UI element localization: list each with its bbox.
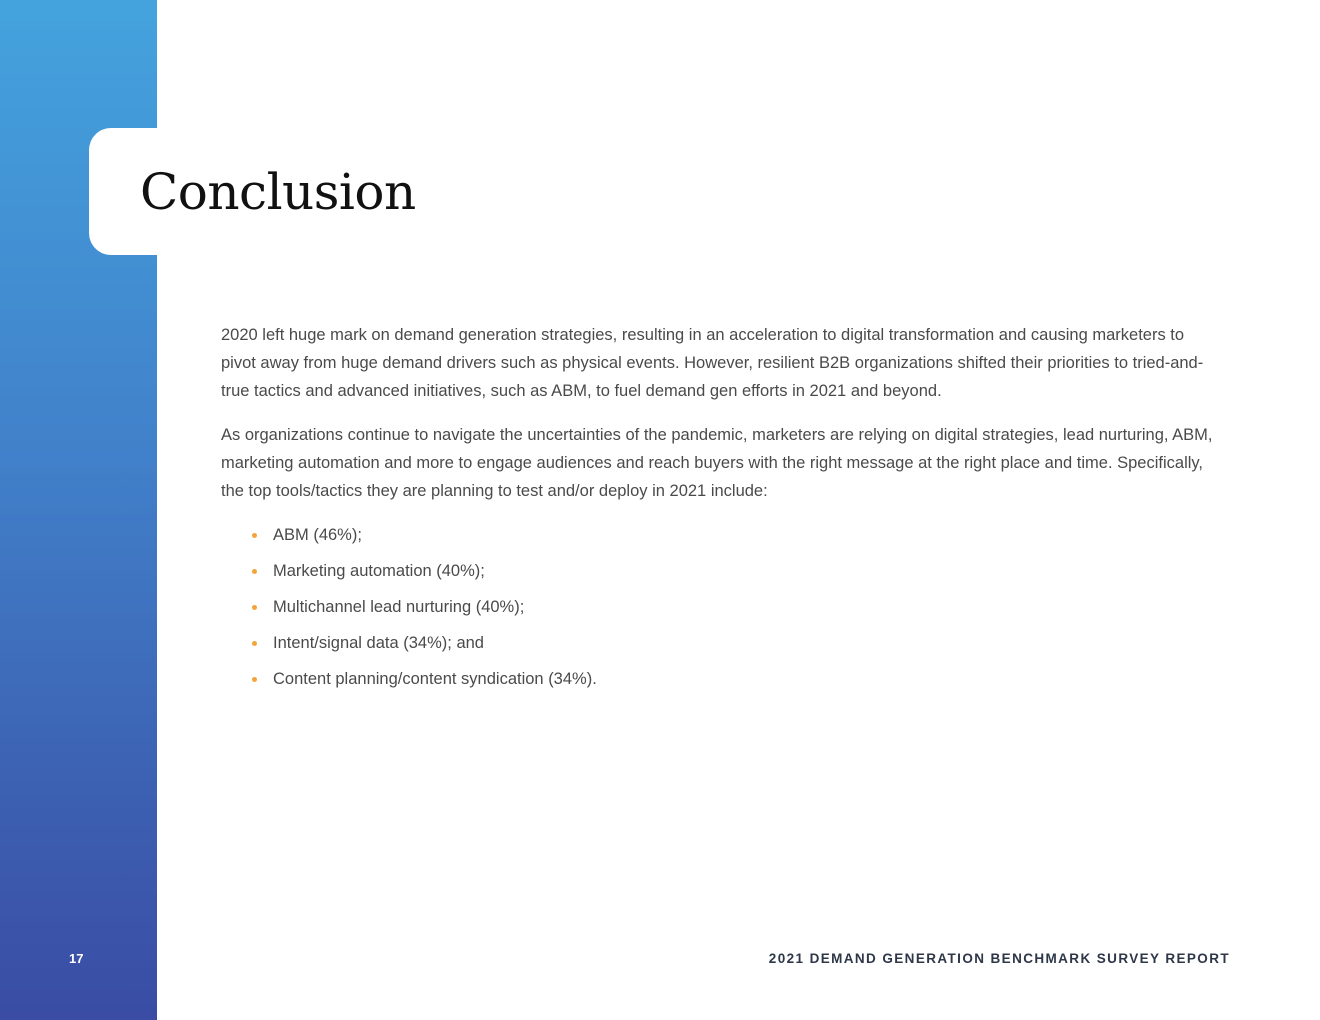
- page-title: Conclusion: [140, 163, 416, 221]
- list-item-text: Intent/signal data (34%); and: [273, 634, 484, 652]
- list-item: [221, 665, 1221, 701]
- list-item: [221, 521, 1221, 557]
- paragraph-intro: 2020 left huge mark on demand generation strategies, resulting in an acceleration to digital transformation and causing marketers to pivot away from huge demand drivers such as physical events. However, resilient B2B organizations shifted their priorities to tried-and-true tactics and advanced initiatives, such as ABM, to fuel demand gen efforts in 2021 and beyond.: [221, 326, 1204, 400]
- list-item-text: Marketing automation (40%);: [273, 562, 485, 580]
- list-item-text: ABM (46%);: [273, 526, 362, 544]
- body-content: [221, 321, 1221, 701]
- bullet-dot-icon: [252, 569, 257, 574]
- paragraph-tactics: As organizations continue to navigate the uncertainties of the pandemic, marketers are relying on digital strategies, lead nurturing, ABM, marketing automation and more to engage audiences and reach buyers with the right message at the right place and time. Specifically, the top tools/tactics they are planning to test and/or deploy in 2021 include:: [221, 426, 1213, 500]
- bullet-dot-icon: [252, 677, 257, 682]
- list-item: [221, 593, 1221, 629]
- list-item-text: Content planning/content syndication (34%).: [273, 670, 597, 688]
- bullet-dot-icon: [252, 533, 257, 538]
- tactics-list: [221, 521, 1221, 701]
- page-number: 17: [69, 951, 84, 966]
- bullet-dot-icon: [252, 605, 257, 610]
- list-item: [221, 557, 1221, 593]
- list-item: [221, 629, 1221, 665]
- list-item-text: Multichannel lead nurturing (40%);: [273, 598, 525, 616]
- bullet-dot-icon: [252, 641, 257, 646]
- footer-report-title: 2021 DEMAND GENERATION BENCHMARK SURVEY REPORT: [768, 951, 1230, 966]
